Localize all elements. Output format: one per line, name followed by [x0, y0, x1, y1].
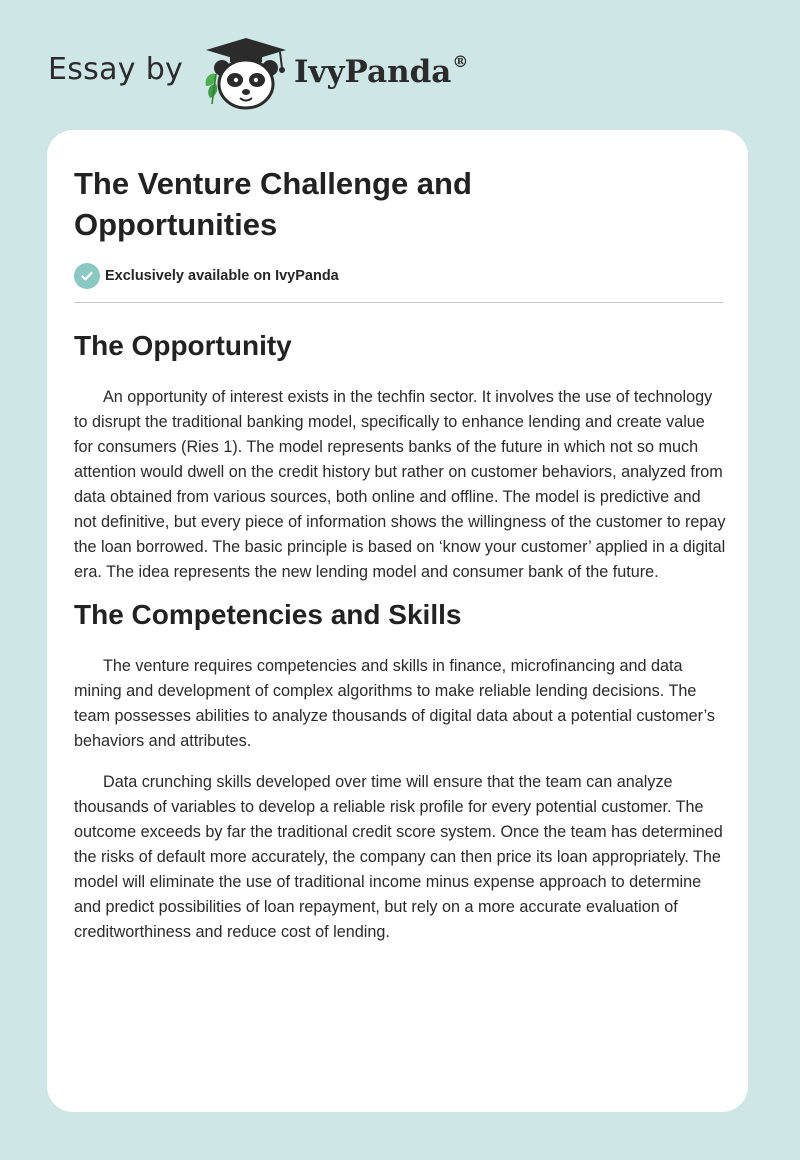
brand-name-text: IvyPanda — [294, 54, 452, 90]
exclusive-badge — [74, 263, 339, 289]
paragraph-competencies-2: Data crunching skills developed over time will ensure that the team can analyze thousands of variables to develop a reliable risk profile for every potential customer. The outcome exceeds by far the traditional credit score system. Once the team has determined the risks of default more accurately, the company can then price its loan appropriately. The model will eliminate the use of traditional income minus expense approach to determine and predict possibilities of loan repayment, but rely on a more accurate evaluation of creditworthiness and reduce cost of lending. — [74, 773, 723, 941]
registered-mark: ® — [452, 51, 469, 71]
divider — [74, 302, 723, 303]
panda-graduate-icon[interactable] — [200, 34, 292, 110]
essay-card — [47, 130, 748, 1112]
badge-label: Exclusively available on IvyPanda — [105, 268, 339, 284]
paragraph-opportunity: An opportunity of interest exists in the techfin sector. It involves the use of technology to disrupt the traditional banking model, specifically to enhance lending and create value for consumers (Ries 1). The model represents banks of the future in which not so much attention would dwell on the credit history but rather on customer behaviors, analyzed from data obtained from various sources, both online and offline. The model is predictive and not definitive, but every piece of information shows the willingness of the customer to repay the loan borrowed. The basic principle is based on ‘know your customer’ applied in a digital era. The idea represents the new lending model and consumer bank of the future. — [74, 388, 726, 581]
brand-name[interactable] — [294, 51, 469, 90]
check-icon — [74, 263, 100, 289]
section-heading-competencies: The Competencies and Skills — [74, 599, 462, 630]
page-title: The Venture Challenge and Opportunities — [74, 166, 472, 242]
essay-by-label: Essay by — [48, 52, 184, 87]
section-heading-opportunity: The Opportunity — [74, 330, 292, 361]
essay-body — [74, 320, 726, 945]
paragraph-competencies-1: The venture requires competencies and skills in finance, microfinancing and data mining and development of complex algorithms to make reliable lending decisions. The team possesses abilities to analyze thousands of digital data about a potential customer’s behaviors and attributes. — [74, 657, 715, 750]
site-header — [0, 0, 800, 130]
